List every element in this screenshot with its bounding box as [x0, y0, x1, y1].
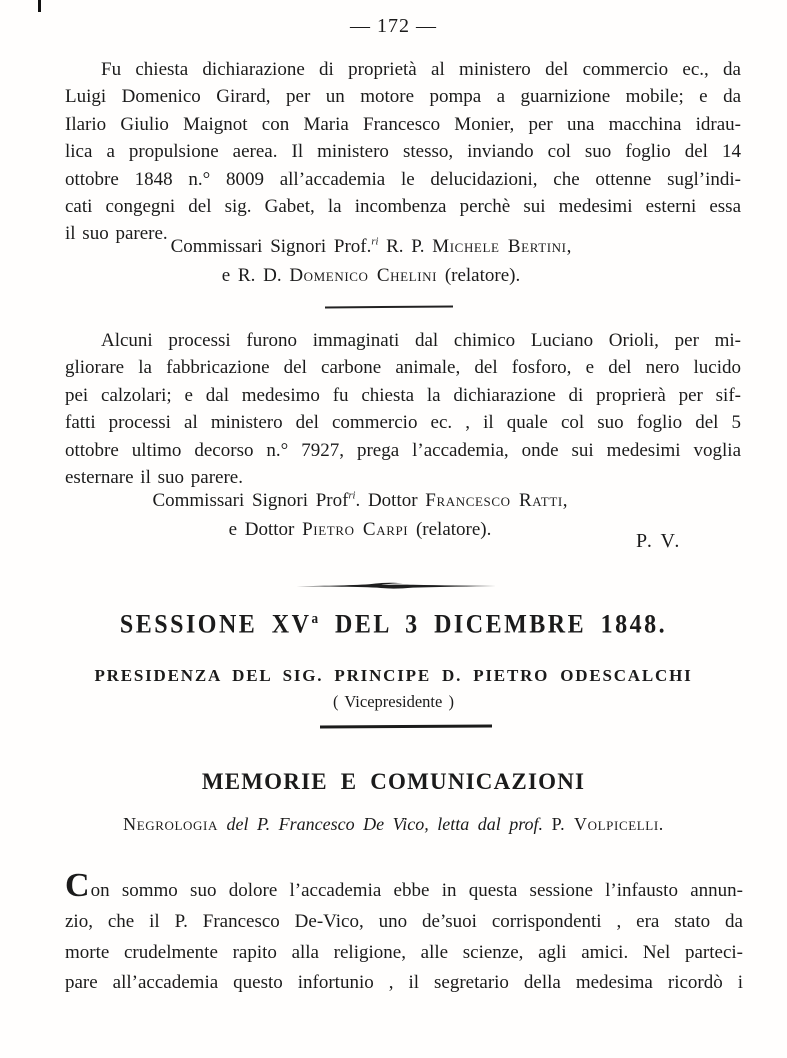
commissari-text: (relatore). — [408, 518, 492, 540]
commissari-text: , — [566, 236, 572, 257]
commissari-line — [65, 262, 677, 291]
presidency-line: PRESIDENZA DEL SIG. PRINCIPE D. PIETRO ODESCALCHI — [94, 666, 693, 685]
text-line: zio, che il P. Francesco De-Vico, uno de’suoi corrispondenti , era stato da — [65, 910, 743, 932]
text-line: Luigi Domenico Girard, per un motore pompa a guarnizione mobile; e da — [65, 86, 741, 108]
swelled-rule-ornament — [291, 579, 496, 591]
commissari-line — [65, 487, 655, 516]
commissari-text: e Dottor — [228, 518, 303, 540]
text-line: cati congegni del sig. Gabet, la incombenza perchè sui medesimi esterni essa — [65, 195, 741, 217]
text-line: il suo parere. — [65, 223, 168, 245]
text-line: Alcuni processi furono immaginati dal chimico Luciano Orioli, per mi- — [101, 330, 741, 351]
session-title-text: SESSIONE XV — [119, 610, 312, 639]
commissari-text: R. P. — [378, 236, 433, 257]
report2-commissari — [65, 487, 655, 544]
ordinal-superscript: a — [311, 609, 321, 627]
text-line: morte crudelmente rapito alla religione, alle scienze, agli amici. Nel parteci- — [65, 941, 743, 963]
report2-paragraph — [65, 327, 741, 491]
commissioner-name: Domenico Chelini — [289, 264, 438, 286]
commissari-line — [65, 233, 677, 262]
commissari-text: Commissari Signori Prof. — [170, 236, 372, 257]
commissioner-name: Michele Bertini — [432, 236, 567, 257]
section-divider-rule — [325, 306, 453, 309]
memorie-heading: MEMORIE E COMUNICAZIONI — [201, 769, 586, 794]
commissari-text: , — [562, 490, 568, 511]
necrology-line — [0, 814, 787, 835]
necrology-subject: del P. Francesco De Vico, letta dal prof. — [217, 814, 552, 834]
text-line: esternare il suo parere. — [65, 466, 243, 488]
necrology-label: Negrologia — [123, 814, 218, 834]
text-line: ottobre 1848 n.° 8009 all’accademia le delucidazioni, che ottenne sugl’indi- — [65, 168, 741, 190]
ordinal-superscript: ri — [348, 490, 356, 502]
scan-artifact-mark — [38, 0, 41, 12]
report1-paragraph — [65, 56, 741, 248]
heading-rule — [320, 725, 492, 728]
text-line: fatti processi al ministero del commercio ec. , il quale col suo foglio del 5 — [65, 412, 741, 434]
report1-commissari — [65, 233, 677, 290]
text-line: Fu chiesta dichiarazione di proprietà al ministero del commercio ec., da — [101, 59, 741, 80]
vice-president-note: ( Vicepresidente ) — [333, 692, 454, 711]
commissari-text: Commissari Signori Prof — [152, 490, 349, 511]
commissioner-name: Pietro Carpi — [302, 518, 409, 540]
text-line: pare all’accademia questo infortunio , il segretario della medesima ricordò i — [65, 972, 743, 994]
text-line: Ilario Giulio Maignot con Maria Francesco Monier, per una macchina idrau- — [65, 113, 741, 135]
text-line: gliorare la fabbricazione del carbone animale, del fosforo, e del nero lucido — [65, 357, 741, 379]
drop-cap: C — [65, 867, 91, 904]
swelled-rule-icon — [291, 580, 496, 592]
session-title-text: DEL 3 DICEMBRE 1848. — [320, 610, 668, 639]
ordinal-superscript: ri — [371, 236, 379, 248]
obituary-text: on sommo suo dolore l’accademia ebbe in questa sessione l’infausto annun- — [90, 880, 743, 901]
page-number: — 172 — — [350, 15, 437, 37]
commissari-text: (relatore). — [437, 264, 521, 286]
commissari-text: . Dottor — [355, 490, 426, 511]
text-line: lica a propulsione aerea. Il ministero stesso, inviando col suo foglio del 14 — [65, 141, 741, 163]
text-line: ottobre ultimo decorso n.° 7927, prega l’accademia, onde sui medesimi voglia — [65, 439, 741, 461]
obituary-paragraph — [65, 867, 743, 999]
text-line: pei calzolari; e dal medesimo fu chiesta la dichiarazione di proprierà per sif- — [65, 384, 741, 406]
text-line — [65, 867, 743, 907]
commissari-line — [65, 516, 655, 545]
necrology-author: P. Volpicelli. — [551, 814, 664, 834]
secretary-initials: P. V. — [636, 530, 682, 552]
commissari-text: e R. D. — [221, 264, 290, 286]
session-title — [0, 611, 787, 640]
commissioner-name: Francesco Ratti — [425, 490, 563, 511]
